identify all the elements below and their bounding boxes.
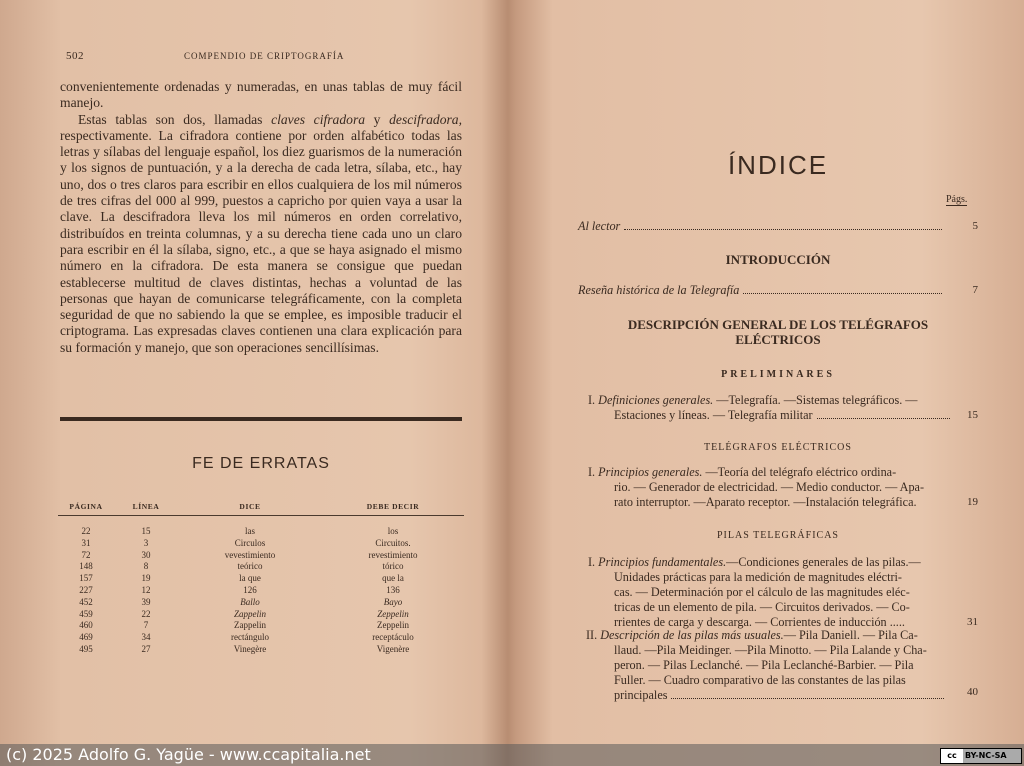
paragraph bbox=[60, 112, 462, 356]
leader-dots bbox=[624, 229, 942, 230]
errata-row bbox=[58, 516, 464, 538]
toc-entry-text: rato interruptor. —Aparato receptor. —Instalación telegráfica. bbox=[614, 495, 917, 509]
license-label: BY-NC-SA bbox=[965, 751, 1007, 760]
errata-dice: la que bbox=[239, 573, 261, 584]
errata-table bbox=[58, 500, 464, 656]
section-heading bbox=[578, 317, 978, 347]
section-heading: INTRODUCCIÓN bbox=[725, 252, 831, 267]
errata-pagina: 31 bbox=[81, 537, 91, 548]
errata-dice: Ballo bbox=[240, 596, 260, 607]
subsection-heading: TELÉGRAFOS ELÉCTRICOS bbox=[704, 442, 852, 453]
errata-pagina: 148 bbox=[79, 561, 93, 572]
col-header: DICE bbox=[178, 500, 322, 516]
leader-dots bbox=[817, 418, 950, 419]
errata-dice: 126 bbox=[243, 584, 257, 595]
errata-linea: 34 bbox=[141, 632, 151, 643]
errata-dice: Circulos bbox=[234, 537, 266, 548]
errata-row bbox=[58, 620, 464, 632]
toc-entry-text: tricas de un elemento de pila. — Circuitos derivados. — Co- bbox=[614, 600, 910, 614]
toc-page-number: 19 bbox=[967, 496, 978, 508]
errata-row bbox=[58, 644, 464, 656]
toc-entry-text: — Pila Daniell. — Pila Ca- bbox=[783, 628, 918, 642]
toc-entry-label: Principios fundamentales. bbox=[598, 555, 727, 569]
errata-pagina: 460 bbox=[79, 620, 93, 631]
errata-row bbox=[58, 585, 464, 597]
col-header: DEBE DECIR bbox=[322, 500, 464, 516]
col-header: PÁGINA bbox=[58, 500, 114, 516]
toc-entry-text: —Telegrafía. —Sistemas telegráficos. — bbox=[713, 393, 918, 407]
text-run: Estas tablas son dos, llamadas bbox=[78, 111, 272, 127]
errata-linea: 19 bbox=[141, 573, 151, 584]
toc-entry-text: —Condiciones generales de las pilas.— bbox=[726, 555, 921, 569]
toc-entry bbox=[586, 628, 978, 703]
leader-dots bbox=[743, 293, 942, 294]
subsection-heading: PRELIMINARES bbox=[721, 369, 835, 380]
errata-linea: 22 bbox=[141, 608, 151, 619]
roman-numeral: II. bbox=[586, 628, 598, 642]
errata-linea: 39 bbox=[141, 596, 151, 607]
errata-pagina: 157 bbox=[79, 573, 93, 584]
toc-entry-text: cas. — Determinación por el cálculo de las magnitudes eléc- bbox=[614, 585, 910, 599]
errata-dice: rectángulo bbox=[231, 632, 269, 643]
toc-entry-label: Principios generales. bbox=[598, 465, 703, 479]
errata-row bbox=[58, 538, 464, 550]
paragraph: convenientemente ordenadas y numeradas, en unas tablas de muy fácil manejo. bbox=[60, 79, 462, 111]
errata-dice: las bbox=[245, 526, 255, 536]
errata-dice: Zappelin bbox=[234, 620, 266, 631]
page-number: 502 bbox=[66, 50, 84, 62]
index-title: ÍNDICE bbox=[727, 150, 829, 180]
errata-row bbox=[58, 632, 464, 644]
toc-entry-text: principales bbox=[614, 688, 668, 702]
subsection-heading: PILAS TELEGRÁFICAS bbox=[717, 530, 839, 541]
cc-license-badge bbox=[940, 748, 1022, 764]
copyright-text: (c) 2025 Adolfo G. Yagüe - www.ccapitalia.net bbox=[6, 745, 371, 764]
italic-run: claves cifradora bbox=[271, 111, 366, 127]
errata-debe: los bbox=[387, 526, 399, 536]
toc-entry-text: llaud. —Pila Meidinger. —Pila Minotto. — Pila Lalande y Cha- bbox=[614, 643, 927, 657]
toc-page-number: 5 bbox=[972, 220, 978, 232]
errata-debe: Vigenère bbox=[376, 643, 410, 654]
errata-pagina: 22 bbox=[81, 526, 91, 536]
errata-linea: 12 bbox=[141, 584, 151, 595]
errata-linea: 3 bbox=[143, 537, 149, 548]
errata-header-row bbox=[58, 500, 464, 516]
col-header: LÍNEA bbox=[114, 500, 178, 516]
errata-pagina: 227 bbox=[79, 584, 93, 595]
running-title: COMPENDIO DE CRIPTOGRAFÍA bbox=[184, 51, 345, 61]
errata-pagina: 459 bbox=[79, 608, 93, 619]
toc-entry bbox=[588, 393, 978, 423]
toc-entry-text: Fuller. — Cuadro comparativo de las constantes de las pilas bbox=[614, 673, 906, 687]
errata-linea: 8 bbox=[143, 561, 149, 572]
italic-run: descifradora, bbox=[389, 111, 462, 127]
errata-linea: 7 bbox=[143, 620, 149, 631]
toc-entry-text: rrientes de carga y descarga. — Corrientes de inducción ..... bbox=[614, 615, 905, 629]
toc-entry-text: —Teoría del telégrafo eléctrico ordina- bbox=[702, 465, 897, 479]
toc-entry-label: Reseña histórica de la Telegrafía bbox=[578, 283, 740, 297]
errata-pagina: 495 bbox=[79, 643, 93, 654]
roman-numeral: I. bbox=[588, 465, 596, 479]
errata-title: FE DE ERRATAS bbox=[192, 455, 330, 472]
text-run: respectivamente. La cifradora contiene por orden alfabético todas las letras y sílabas del lenguaje español, los diez guarismos de la numeración y los signos de puntuación, y a la derecha de cada letra, sílaba, etc., hay uno, dos o tres claros para escribir en ellos cualquiera de los mil números de tres cifras del 000 al 999, puestos a capricho por quien vaya a usar la clave. La descifradora lleva los mil números en orden correlativo, distribuídos en treinta columnas, y a su derecha tiene cada uno un claro para escribir en él la sílaba, signo, etc., a que se haya asignado el mismo número en la cifradora. De esta manera se consigue que puedan establecerse multitud de claves distintas, hechas a voluntad de las personas que hayan de comunicarse telegráficamente, con la completa seguridad de que no sabiendo la que se emplee, es imposible traducir el criptograma. Las expresadas claves contienen una clara explicación para su formación y manejo, que son operaciones sencillísimas. bbox=[60, 127, 462, 355]
errata-dice: vevestimiento bbox=[224, 549, 276, 560]
errata-debe: que la bbox=[382, 573, 404, 584]
toc-entry bbox=[588, 465, 978, 510]
errata-pagina: 469 bbox=[79, 632, 93, 643]
toc-entry bbox=[578, 283, 978, 298]
toc-page-number: 7 bbox=[972, 284, 978, 296]
errata-pagina: 72 bbox=[81, 549, 91, 560]
errata-linea: 15 bbox=[141, 526, 151, 536]
copyright-footer bbox=[0, 744, 1024, 766]
errata-dice: Vinegère bbox=[233, 643, 267, 654]
toc-entry-text: Unidades prácticas para la medición de magnitudes eléctri- bbox=[614, 570, 902, 584]
cc-icon: cc bbox=[941, 749, 963, 763]
section-heading-line: ELÉCTRICOS bbox=[735, 332, 821, 347]
section-heading-line: DESCRIPCIÓN GENERAL DE LOS TELÉGRAFOS bbox=[627, 317, 929, 332]
errata-debe: Bayo bbox=[383, 596, 403, 607]
text-run: y bbox=[365, 111, 390, 127]
toc-entry-label: Al lector bbox=[578, 219, 621, 233]
toc-entry-text: rio. — Generador de electricidad. — Medio conductor. — Apa- bbox=[614, 480, 925, 494]
errata-linea: 30 bbox=[141, 549, 151, 560]
errata-debe: tórico bbox=[382, 561, 404, 572]
toc-entry-text: peron. — Pilas Leclanché. — Pila Leclanché-Barbier. — Pila bbox=[614, 658, 914, 672]
errata-dice: Zappelin bbox=[233, 608, 266, 619]
toc-entry-label: Descripción de las pilas más usuales. bbox=[600, 628, 784, 642]
errata-pagina: 452 bbox=[79, 596, 93, 607]
roman-numeral: I. bbox=[588, 555, 596, 569]
pages-label: Págs. bbox=[946, 194, 968, 205]
toc-entry bbox=[578, 219, 978, 234]
errata-debe: 136 bbox=[386, 584, 400, 595]
leader-dots bbox=[671, 698, 944, 699]
toc-entry-text: Estaciones y líneas. — Telegrafía militar bbox=[614, 408, 813, 422]
body-text bbox=[60, 79, 462, 356]
toc-entry bbox=[588, 555, 978, 630]
errata-debe: Zeppelin bbox=[377, 608, 409, 619]
errata-row bbox=[58, 597, 464, 609]
errata-row bbox=[58, 561, 464, 573]
toc-page-number: 31 bbox=[967, 616, 978, 628]
errata-row bbox=[58, 609, 464, 621]
section-rule bbox=[60, 417, 462, 421]
errata-debe: revestimiento bbox=[368, 549, 418, 560]
errata-linea: 27 bbox=[141, 643, 151, 654]
errata-debe: Zeppelin bbox=[377, 620, 409, 631]
errata-row bbox=[58, 550, 464, 562]
running-head bbox=[58, 50, 462, 66]
toc-page-number: 15 bbox=[967, 409, 978, 421]
errata-row bbox=[58, 573, 464, 585]
toc-entry-label: Definiciones generales. bbox=[598, 393, 714, 407]
toc-page-number: 40 bbox=[967, 686, 978, 698]
errata-dice: teórico bbox=[237, 561, 263, 572]
errata-debe: Circuitos. bbox=[375, 537, 411, 548]
roman-numeral: I. bbox=[588, 393, 596, 407]
errata-debe: receptáculo bbox=[372, 632, 414, 643]
